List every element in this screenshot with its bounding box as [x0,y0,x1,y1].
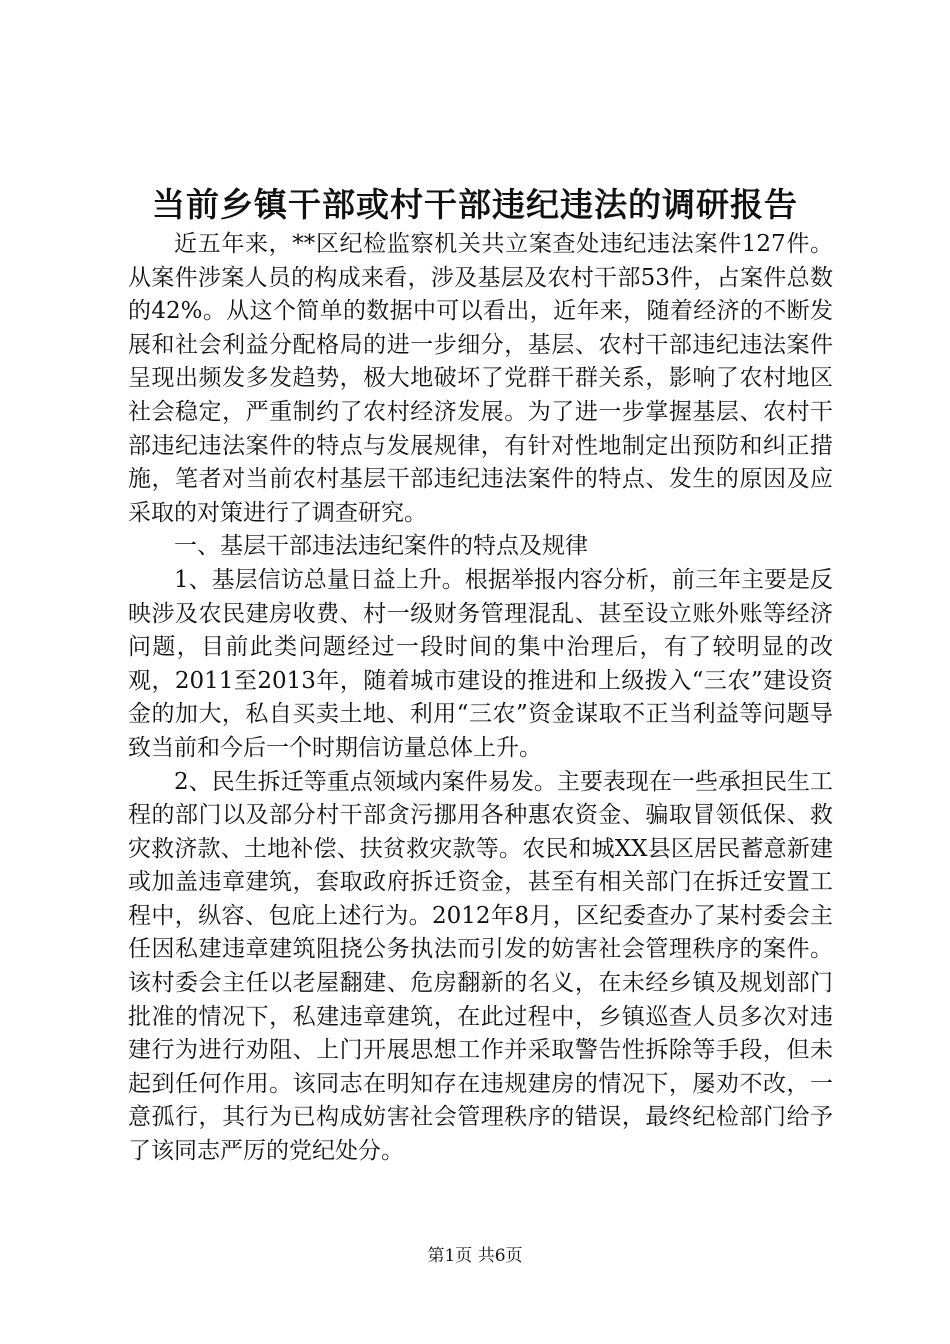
point-1-paragraph: 1、基层信访总量日益上升。根据举报内容分析，前三年主要是反映涉及农民建房收费、村一级财务管理混乱、甚至设立账外账等经济问题，目前此类问题经过一段时间的集中治理后，有了较明显的改观，2011至2013年，随着城市建设的推进和上级拨入“三农”建设资金的加大，私自买卖土地、利用“三农”资金谋取不正当利益等问题导致当前和今后一个时期信访量总体上升。 [128,566,833,761]
document-body [128,228,833,1169]
section-heading: 一、基层干部违法违纪案件的特点及规律 [174,533,588,560]
document-title: 当前乡镇干部或村干部违纪违法的调研报告 [152,185,798,224]
point-2-paragraph: 2、民生拆迁等重点领域内案件易发。主要表现在一些承担民生工程的部门以及部分村干部贪污挪用各种惠农资金、骗取冒领低保、救灾救济款、土地补偿、扶贫救灾款等。农民和城XX县区居民蓄意新建或加盖违章建筑，套取政府拆迁资金，甚至有相关部门在拆迁安置工程中，纵容、包庇上述行为。2012年8月，区纪委查办了某村委会主任因私建违章建筑阻挠公务执法而引发的妨害社会管理秩序的案件。该村委会主任以老屋翻建、危房翻新的名义，在未经乡镇及规划部门批准的情况下，私建违章建筑，在此过程中，乡镇巡查人员多次对违建行为进行劝阻、上门开展思想工作并采取警告性拆除等手段，但未起到任何作用。该同志在明知存在违规建房的情况下，屡劝不改，一意孤行，其行为已构成妨害社会管理秩序的错误，最终纪检部门给予了该同志严厉的党纪处分。 [128,768,833,1165]
page-number-footer: 第1页 共6页 [427,1246,523,1266]
intro-paragraph: 近五年来，**区纪检监察机关共立案查处违纪违法案件127件。从案件涉案人员的构成来看，涉及基层及农村干部53件，占案件总数的42%。从这个简单的数据中可以看出，近年来，随着经济的不断发展和社会利益分配格局的进一步细分，基层、农村干部违纪违法案件呈现出频发多发趋势，极大地破坏了党群干群关系，影响了农村地区社会稳定，严重制约了农村经济发展。为了进一步掌握基层、农村干部违纪违法案件的特点与发展规律，有针对性地制定出预防和纠正措施，笔者对当前农村基层干部违纪违法案件的特点、发生的原因及应采取的对策进行了调查研究。 [128,231,833,526]
